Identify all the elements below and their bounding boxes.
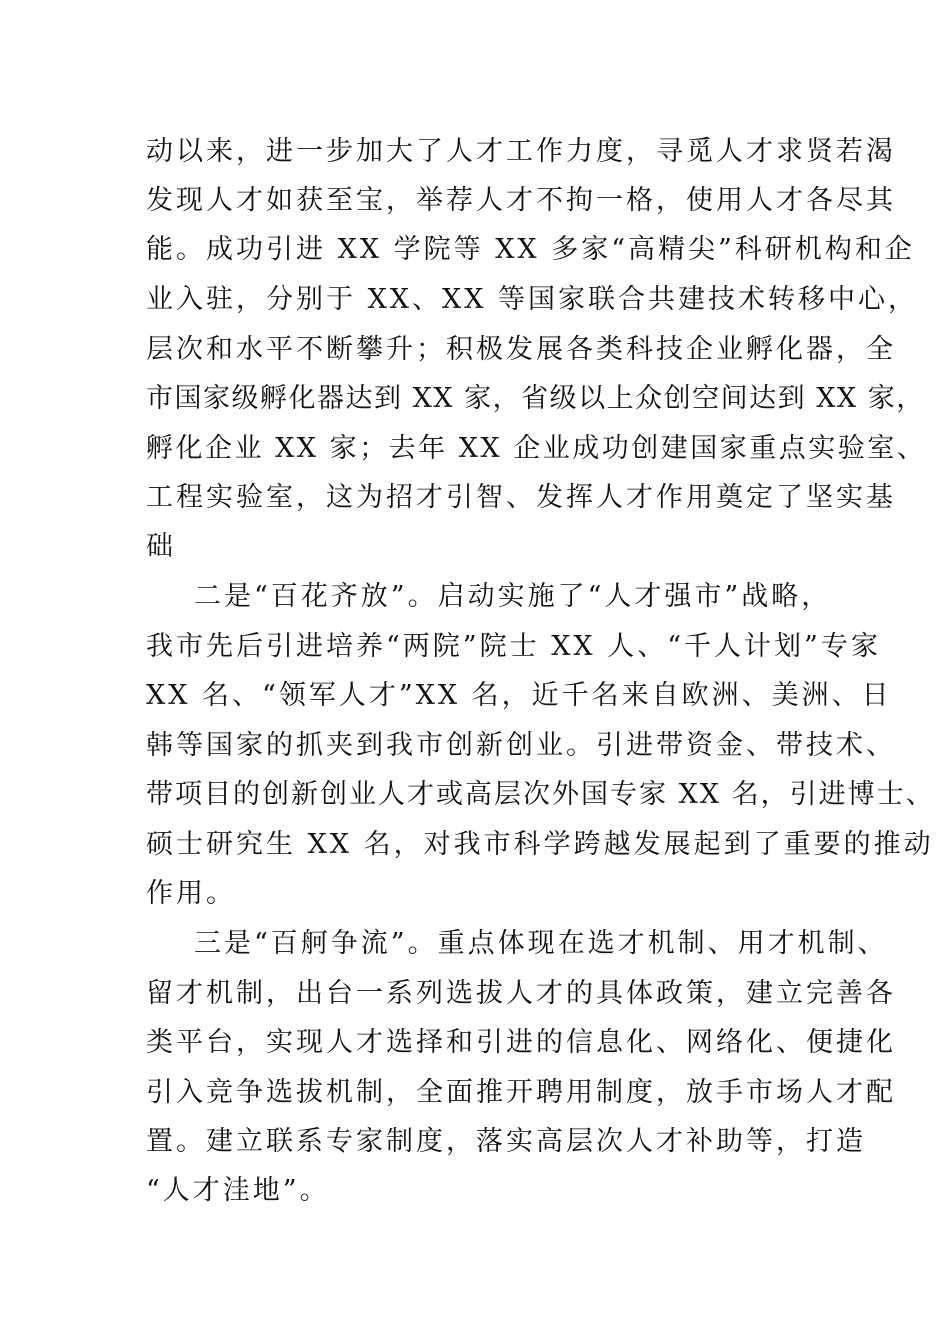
text-line: 带项目的创新创业人才或高层次外国专家 XX 名，引进博士、 (146, 779, 935, 810)
paragraph-first-line: 二是“百花齐放”。启动实施了“人才强市”战略， (194, 581, 832, 612)
text-line: 硕士研究生 XX 名，对我市科学跨越发展起到了重要的推动 (146, 829, 934, 860)
text-line: 置。建立联系专家制度，落实高层次人才补助等，打造 (146, 1126, 866, 1157)
text-line: “人才洼地”。 (146, 1175, 330, 1206)
text-line: 留才机制，出台一系列选拔人才的具体政策，建立完善各 (146, 978, 896, 1009)
text-line: 类平台，实现人才选择和引进的信息化、网络化、便捷化 (146, 1027, 896, 1058)
text-line: 工程实验室，这为招才引智、发挥人才作用奠定了坚实基 (146, 482, 896, 513)
text-line: 层次和水平不断攀升；积极发展各类科技企业孵化器，全 (146, 334, 896, 365)
text-line: XX 名、“领军人才”XX 名，近千名来自欧洲、美洲、日 (146, 680, 892, 711)
paragraph-first-line: 三是“百舸争流”。重点体现在选才机制、用才机制、 (194, 928, 888, 959)
text-line: 础 (146, 531, 176, 562)
text-line: 引入竞争选拔机制，全面推开聘用制度，放手市场人才配 (146, 1077, 896, 1108)
text-line: 动以来，进一步加大了人才工作力度，寻觅人才求贤若渴 (146, 136, 896, 167)
text-line: 市国家级孵化器达到 XX 家，省级以上众创空间达到 XX 家， (146, 383, 925, 414)
text-line: 业入驻，分别于 XX、XX 等国家联合共建技术转移中心， (146, 284, 919, 315)
text-line: 作用。 (146, 878, 236, 909)
text-line: 孵化企业 XX 家；去年 XX 企业成功创建国家重点实验室、 (146, 433, 927, 464)
text-line: 能。成功引进 XX 学院等 XX 多家“高精尖”科研机构和企 (146, 234, 915, 265)
text-line: 韩等国家的抓夹到我市创新创业。引进带资金、带技术、 (146, 730, 896, 761)
text-line: 我市先后引进培养“两院”院士 XX 人、“千人计划”专家 (146, 631, 881, 662)
text-line: 发现人才如获至宝，举荐人才不拘一格，使用人才各尽其 (146, 185, 896, 216)
